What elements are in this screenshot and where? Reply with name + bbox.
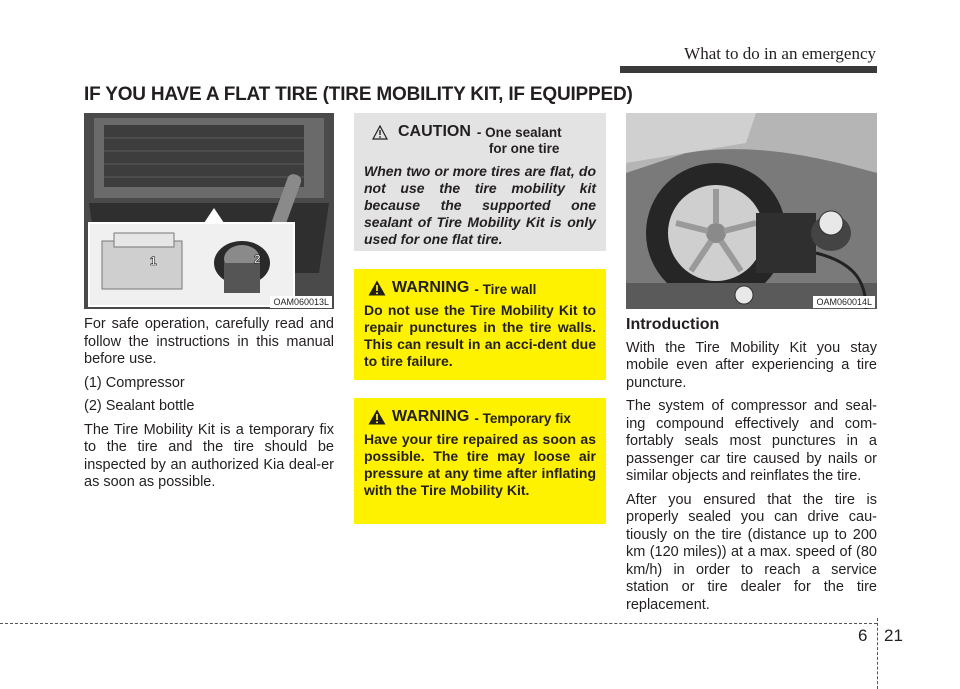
header-bar <box>620 66 877 73</box>
caution-subtitle-line2: for one tire <box>488 141 560 156</box>
tire-inflation-illustration <box>626 113 877 309</box>
warning-label: WARNING <box>392 279 470 296</box>
intro-paragraph-2: The system of compressor and seal-ing compound effectively and com-fortably seals most punctures in a passenger car tire caused by nails or similar objects and reinflates the tire. <box>626 398 877 484</box>
warning-label: WARNING <box>392 408 470 425</box>
figure-code: OAM060014L <box>813 296 875 308</box>
introduction-heading: Introduction <box>626 316 720 333</box>
warning-box-tire-wall <box>354 269 606 380</box>
intro-paragraph-1: With the Tire Mobility Kit you stay mobile even after experiencing a tire puncture. <box>626 339 877 391</box>
list-item-compressor: (1) Compressor <box>84 374 185 391</box>
warning-text: Do not use the Tire Mobility Kit to repair punctures in the tire walls. This can result in an acci-dent due to tire failure. <box>364 302 596 369</box>
caution-label: CAUTION <box>398 123 471 140</box>
caution-header <box>372 123 596 157</box>
caution-subtitle-line1: - One sealant <box>476 125 562 140</box>
intro-paragraph-3: After you ensured that the tire is properly sealed you can drive cau-tiously on the tire (distance up to 200 km (120 miles)) at a max. speed of (80 km/h) in order to reach a service station or tire dealer for the tire replacement. <box>626 491 877 613</box>
section-title: IF YOU HAVE A FLAT TIRE (TIRE MOBILITY KIT, IF EQUIPPED) <box>84 84 633 105</box>
list-item-sealant-bottle: (2) Sealant bottle <box>84 398 195 414</box>
warning-triangle-icon <box>368 280 386 296</box>
callout-2: 2 <box>254 252 261 266</box>
warning-text: Have your tire repaired as soon as possible. The tire may loose air pressure at any time after inflating with the Tire Mobility Kit. <box>364 431 596 498</box>
chapter-title: What to do in an emergency <box>684 44 876 63</box>
caution-triangle-icon <box>372 125 388 140</box>
page-number-separator <box>877 618 878 689</box>
page-number: 21 <box>884 626 903 645</box>
footer-divider <box>0 623 877 624</box>
trunk-kit-photo <box>84 113 334 309</box>
warning-header <box>368 408 596 426</box>
figure-code: OAM060013L <box>270 296 332 308</box>
temporary-fix-paragraph: The Tire Mobility Kit is a temporary fix to the tire and the tire should be inspected by an authorized Kia deal-er as soon as possible. <box>84 421 334 490</box>
chapter-number: 6 <box>858 626 868 645</box>
warning-triangle-icon <box>368 409 386 425</box>
column-1 <box>84 316 334 498</box>
tire-inflation-photo <box>626 113 877 309</box>
callout-1: 1 <box>150 254 157 268</box>
warning-subtitle: - Tire wall <box>474 281 537 297</box>
intro-paragraph: For safe operation, carefully read and follow the instructions in this manual before use. <box>84 316 334 367</box>
warning-box-temporary-fix <box>354 398 606 524</box>
caution-box <box>354 113 606 251</box>
trunk-kit-illustration <box>84 113 334 309</box>
caution-subtitle <box>477 125 562 157</box>
column-3 <box>626 316 877 620</box>
warning-subtitle: - Temporary fix <box>474 410 571 426</box>
warning-header <box>368 279 596 297</box>
caution-text: When two or more tires are flat, do not use the tire mobility kit because the supported one sealant of Tire Mobility Kit is only used for one flat tire. <box>364 163 596 247</box>
